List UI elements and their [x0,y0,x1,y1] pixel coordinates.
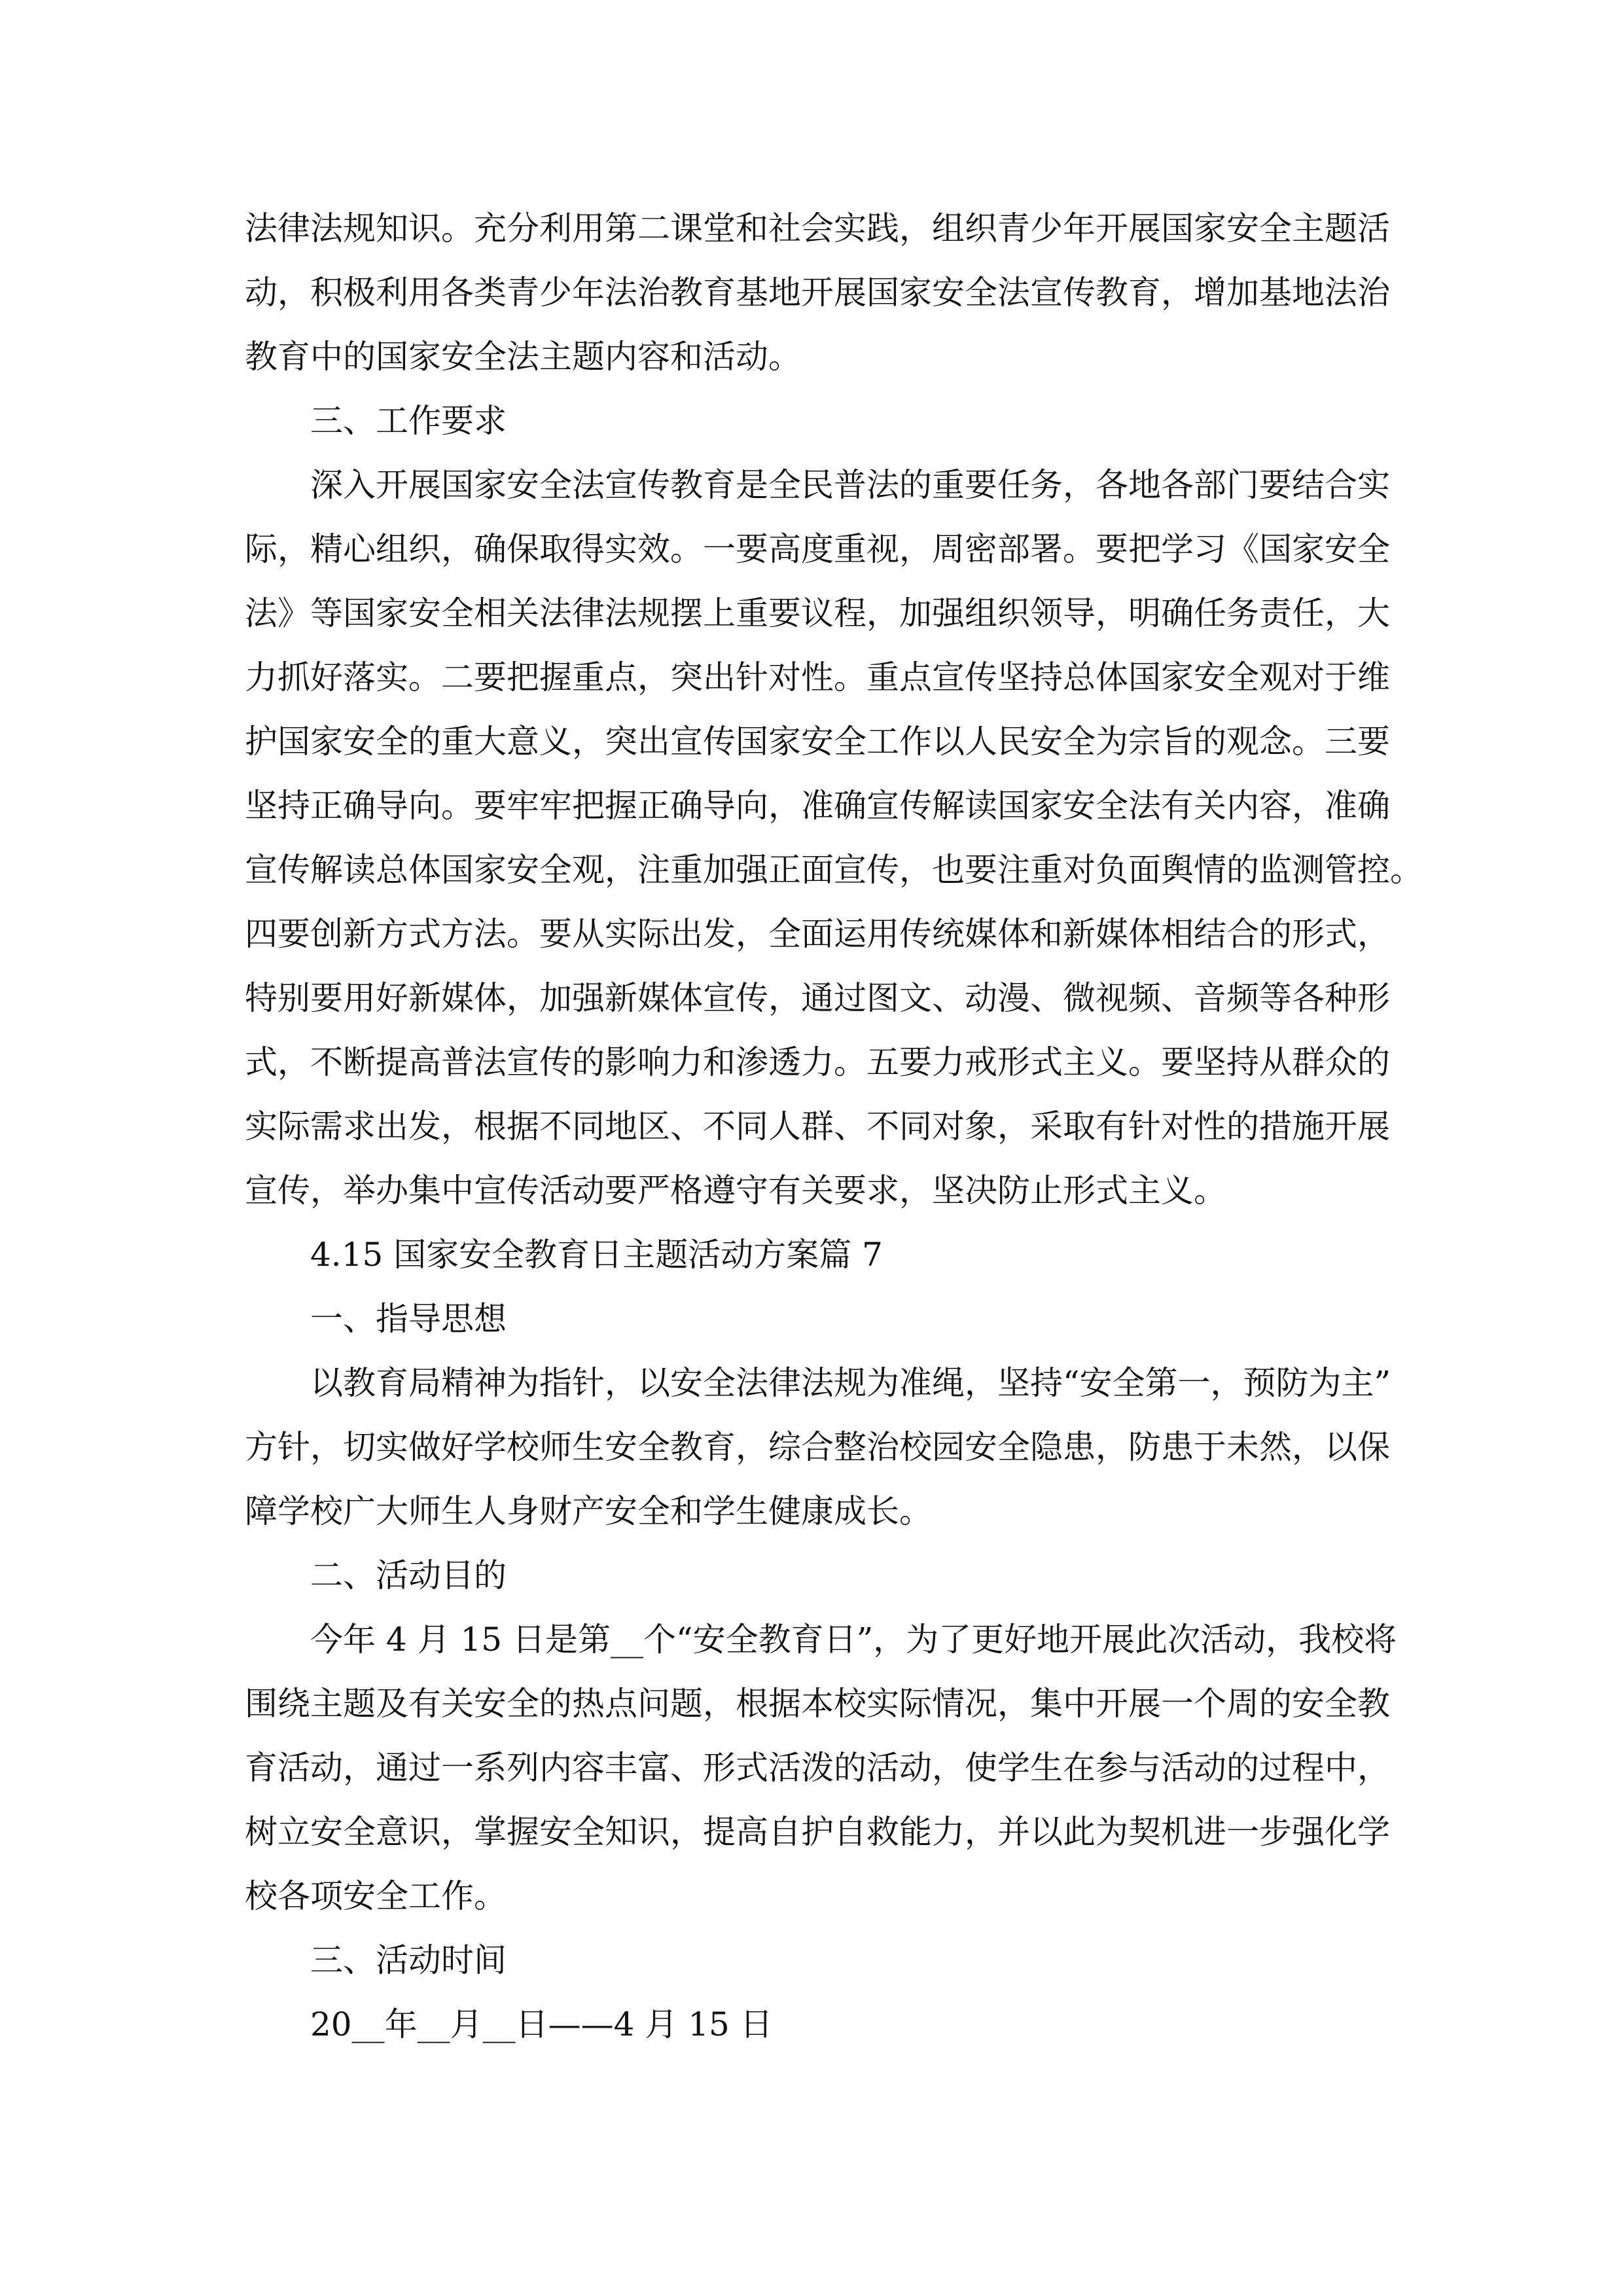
text-line: 校各项安全工作。 [245,1877,507,1915]
text-line: 护国家安全的重大意义，突出宣传国家安全工作以人民安全为宗旨的观念。三要 [245,723,1390,761]
text-line: 法律法规知识。充分利用第二课堂和社会实践，组织青少年开展国家安全主题活 [245,209,1390,247]
text-line: 法》等国家安全相关法律法规摆上重要议程，加强组织领导，明确任务责任，大 [245,594,1390,632]
text-line: 力抓好落实。二要把握重点，突出针对性。重点宣传坚持总体国家安全观对于维 [245,658,1390,696]
text-line: 教育中的国家安全法主题内容和活动。 [245,338,801,376]
text-line: 4.15 国家安全教育日主题活动方案篇 7 [310,1236,883,1274]
text-line: 宣传，举办集中宣传活动要严格遵守有关要求，坚决防止形式主义。 [245,1172,1226,1210]
document-body [245,196,1423,2056]
text-line: 二、活动目的 [310,1556,507,1594]
text-line: 今年 4 月 15 日是第__个“安全教育日”，为了更好地开展此次活动，我校将 [310,1621,1397,1659]
text-line: 障学校广大师生人身财产安全和学生健康成长。 [245,1492,932,1530]
text-line: 四要创新方式方法。要从实际出发，全面运用传统媒体和新媒体相结合的形式， [245,915,1390,953]
text-line: 坚持正确导向。要牢牢把握正确导向，准确宣传解读国家安全法有关内容，准确 [245,787,1390,825]
text-line: 式，不断提高普法宣传的影响力和渗透力。五要力戒形式主义。要坚持从群众的 [245,1043,1390,1081]
text-line: 动，积极利用各类青少年法治教育基地开展国家安全法宣传教育，增加基地法治 [245,274,1390,312]
text-line: 特别要用好新媒体，加强新媒体宣传，通过图文、动漫、微视频、音频等各种形 [245,979,1390,1017]
text-line: 围绕主题及有关安全的热点问题，根据本校实际情况，集中开展一个周的安全教 [245,1685,1390,1723]
text-line: 育活动，通过一系列内容丰富、形式活泼的活动，使学生在参与活动的过程中， [245,1749,1390,1787]
text-line: 实际需求出发，根据不同地区、不同人群、不同对象，采取有针对性的措施开展 [245,1107,1390,1145]
text-line: 三、活动时间 [310,1941,507,1979]
text-line: 树立安全意识，掌握安全知识，提高自护自救能力，并以此为契机进一步强化学 [245,1813,1390,1851]
text-line: 方针，切实做好学校师生安全教育，综合整治校园安全隐患，防患于未然，以保 [245,1428,1390,1466]
text-line: 以教育局精神为指针，以安全法律法规为准绳，坚持“安全第一，预防为主” [310,1364,1391,1402]
text-line: 一、指导思想 [310,1300,507,1338]
text-line: 宣传解读总体国家安全观，注重加强正面宣传，也要注重对负面舆情的监测管控。 [245,851,1423,889]
text-line: 深入开展国家安全法宣传教育是全民普法的重要任务，各地各部门要结合实 [310,466,1390,504]
text-line: 际，精心组织，确保取得实效。一要高度重视，周密部署。要把学习《国家安全 [245,530,1390,568]
text-line: 20__年__月__日——4 月 15 日 [310,2005,773,2043]
text-line: 三、工作要求 [310,402,507,440]
